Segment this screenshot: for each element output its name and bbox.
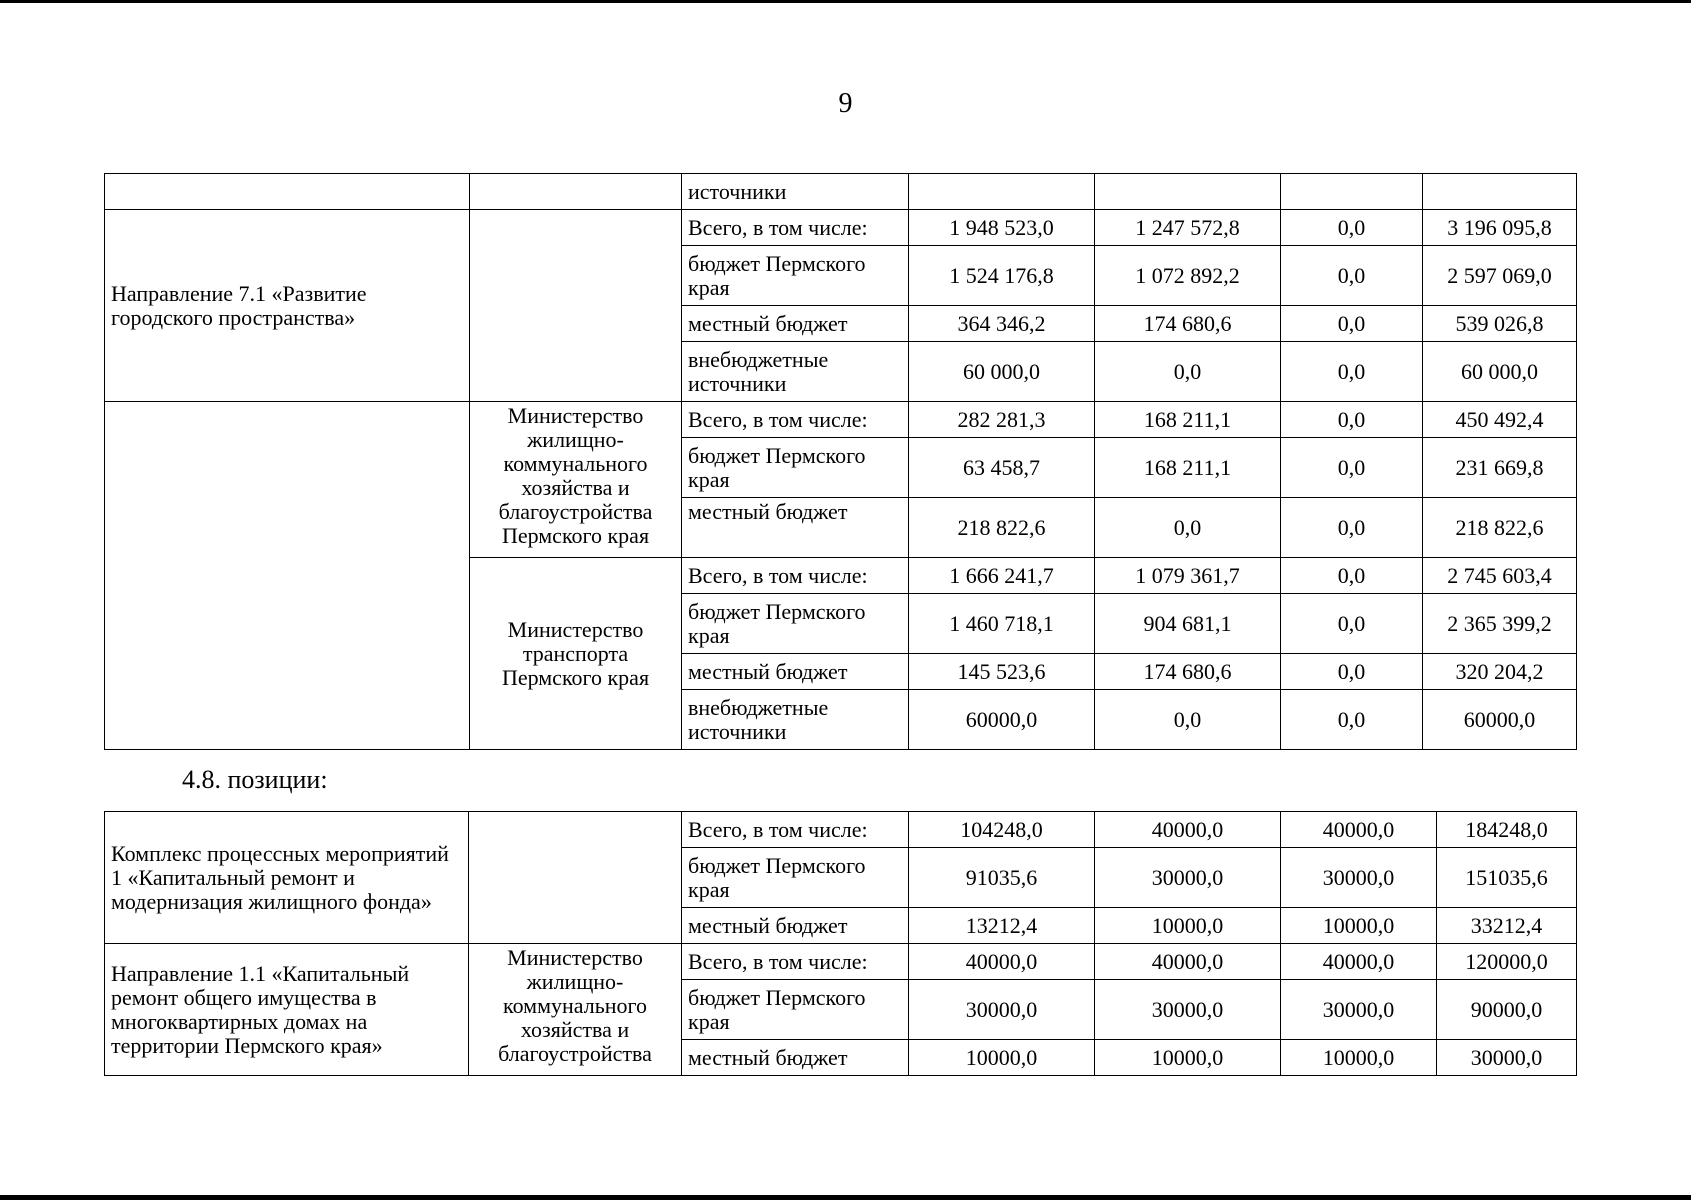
funding-source-cell: бюджет Пермского края <box>682 980 909 1040</box>
amount-total-cell: 120000,0 <box>1437 944 1577 980</box>
amount-col2-cell <box>1095 174 1281 210</box>
program-name-cell: Направление 7.1 «Развитие городского пространства» <box>105 210 470 402</box>
amount-col3-cell <box>1281 174 1423 210</box>
table-row <box>105 210 1577 246</box>
amount-total-cell: 539 026,8 <box>1423 306 1577 342</box>
program-name-continuation-cell <box>105 402 470 750</box>
page-top-border <box>0 0 1691 3</box>
amount-col3-cell: 30000,0 <box>1281 980 1437 1040</box>
amount-col3-cell: 0,0 <box>1281 558 1423 594</box>
amount-col2-cell: 0,0 <box>1095 690 1281 750</box>
responsible-cell <box>470 210 682 402</box>
amount-total-cell <box>1423 174 1577 210</box>
funding-source-cell: бюджет Пермского края <box>682 594 909 654</box>
amount-total-cell: 60000,0 <box>1423 690 1577 750</box>
amount-col1-cell: 282 281,3 <box>909 402 1095 438</box>
funding-source-cell: местный бюджет <box>682 498 909 558</box>
page-number: 9 <box>838 88 853 119</box>
amount-total-cell: 3 196 095,8 <box>1423 210 1577 246</box>
funding-source-cell: Всего, в том числе: <box>682 812 909 848</box>
amount-total-cell: 2 365 399,2 <box>1423 594 1577 654</box>
amount-col2-cell: 0,0 <box>1095 342 1281 402</box>
table-row <box>105 812 1577 848</box>
amount-col3-cell: 10000,0 <box>1281 908 1437 944</box>
amount-total-cell: 90000,0 <box>1437 980 1577 1040</box>
funding-source-cell: местный бюджет <box>682 306 909 342</box>
amount-col1-cell: 91035,6 <box>909 848 1095 908</box>
amount-col2-cell: 904 681,1 <box>1095 594 1281 654</box>
amount-col2-cell: 174 680,6 <box>1095 306 1281 342</box>
funding-source-cell: Всего, в том числе: <box>682 402 909 438</box>
amount-col2-cell: 174 680,6 <box>1095 654 1281 690</box>
funding-source-cell: местный бюджет <box>682 908 909 944</box>
amount-col1-cell: 1 948 523,0 <box>909 210 1095 246</box>
amount-col3-cell: 0,0 <box>1281 594 1423 654</box>
amount-col1-cell: 13212,4 <box>909 908 1095 944</box>
amount-col1-cell: 10000,0 <box>909 1040 1095 1076</box>
responsible-cell <box>469 812 682 944</box>
amount-total-cell: 231 669,8 <box>1423 438 1577 498</box>
funding-source-cell: внебюджетные источники <box>682 342 909 402</box>
amount-col3-cell: 40000,0 <box>1281 812 1437 848</box>
amount-col2-cell: 1 072 892,2 <box>1095 246 1281 306</box>
amount-col3-cell: 30000,0 <box>1281 848 1437 908</box>
amount-total-cell: 2 597 069,0 <box>1423 246 1577 306</box>
table-row <box>105 174 1577 210</box>
table-row <box>105 402 1577 438</box>
amount-col2-cell: 168 211,1 <box>1095 438 1281 498</box>
page-bottom-border <box>0 1195 1691 1200</box>
amount-col3-cell: 40000,0 <box>1281 944 1437 980</box>
funding-source-cell: бюджет Пермского края <box>682 848 909 908</box>
amount-total-cell: 184248,0 <box>1437 812 1577 848</box>
responsible-cell <box>470 174 682 210</box>
amount-col2-cell: 30000,0 <box>1095 980 1281 1040</box>
program-name-cell: Комплекс процессных мероприятий 1 «Капитальный ремонт и модернизация жилищного фонда» <box>105 812 469 944</box>
amount-col1-cell: 364 346,2 <box>909 306 1095 342</box>
amount-col2-cell: 1 247 572,8 <box>1095 210 1281 246</box>
section-heading: 4.8. позиции: <box>182 765 328 794</box>
responsible-cell: Министерство жилищно-коммунального хозяйства и благоустройства Пермского края <box>470 402 682 558</box>
amount-col1-cell: 104248,0 <box>909 812 1095 848</box>
amount-col1-cell: 63 458,7 <box>909 438 1095 498</box>
amount-total-cell: 33212,4 <box>1437 908 1577 944</box>
amount-col1-cell: 40000,0 <box>909 944 1095 980</box>
funding-source-cell: Всего, в том числе: <box>682 944 909 980</box>
funding-source-cell: бюджет Пермского края <box>682 438 909 498</box>
amount-col2-cell: 40000,0 <box>1095 812 1281 848</box>
funding-table-positions-4-8 <box>104 811 1577 1076</box>
funding-source-cell: Всего, в том числе: <box>682 558 909 594</box>
funding-source-cell: источники <box>682 174 909 210</box>
amount-col2-cell: 10000,0 <box>1095 1040 1281 1076</box>
amount-col2-cell: 168 211,1 <box>1095 402 1281 438</box>
amount-col1-cell: 60 000,0 <box>909 342 1095 402</box>
amount-total-cell: 30000,0 <box>1437 1040 1577 1076</box>
funding-source-cell: местный бюджет <box>682 1040 909 1076</box>
funding-table-direction-7-1 <box>104 173 1577 750</box>
amount-col2-cell: 30000,0 <box>1095 848 1281 908</box>
funding-source-cell: бюджет Пермского края <box>682 246 909 306</box>
amount-total-cell: 2 745 603,4 <box>1423 558 1577 594</box>
amount-col1-cell: 1 524 176,8 <box>909 246 1095 306</box>
amount-col1-cell: 1 666 241,7 <box>909 558 1095 594</box>
amount-col2-cell: 1 079 361,7 <box>1095 558 1281 594</box>
amount-total-cell: 450 492,4 <box>1423 402 1577 438</box>
amount-col3-cell: 0,0 <box>1281 402 1423 438</box>
program-name-cell: Направление 1.1 «Капитальный ремонт общего имущества в многоквартирных домах на территории Пермского края» <box>105 944 469 1076</box>
amount-col2-cell: 40000,0 <box>1095 944 1281 980</box>
amount-col2-cell: 0,0 <box>1095 498 1281 558</box>
amount-total-cell: 218 822,6 <box>1423 498 1577 558</box>
amount-col3-cell: 10000,0 <box>1281 1040 1437 1076</box>
responsible-cell: Министерство жилищно-коммунального хозяйства и благоустройства <box>469 944 682 1076</box>
amount-col1-cell: 1 460 718,1 <box>909 594 1095 654</box>
funding-source-cell: внебюджетные источники <box>682 690 909 750</box>
amount-col3-cell: 0,0 <box>1281 690 1423 750</box>
table-row <box>105 944 1577 980</box>
amount-col3-cell: 0,0 <box>1281 246 1423 306</box>
responsible-cell: Министерство транспорта Пермского края <box>470 558 682 750</box>
amount-col1-cell <box>909 174 1095 210</box>
funding-source-cell: местный бюджет <box>682 654 909 690</box>
amount-col1-cell: 218 822,6 <box>909 498 1095 558</box>
amount-col1-cell: 30000,0 <box>909 980 1095 1040</box>
amount-col3-cell: 0,0 <box>1281 498 1423 558</box>
amount-col2-cell: 10000,0 <box>1095 908 1281 944</box>
amount-col1-cell: 145 523,6 <box>909 654 1095 690</box>
amount-col3-cell: 0,0 <box>1281 306 1423 342</box>
amount-col3-cell: 0,0 <box>1281 342 1423 402</box>
amount-total-cell: 320 204,2 <box>1423 654 1577 690</box>
amount-total-cell: 60 000,0 <box>1423 342 1577 402</box>
amount-col1-cell: 60000,0 <box>909 690 1095 750</box>
amount-col3-cell: 0,0 <box>1281 210 1423 246</box>
program-name-cell <box>105 174 470 210</box>
funding-source-cell: Всего, в том числе: <box>682 210 909 246</box>
amount-col3-cell: 0,0 <box>1281 438 1423 498</box>
amount-col3-cell: 0,0 <box>1281 654 1423 690</box>
amount-total-cell: 151035,6 <box>1437 848 1577 908</box>
